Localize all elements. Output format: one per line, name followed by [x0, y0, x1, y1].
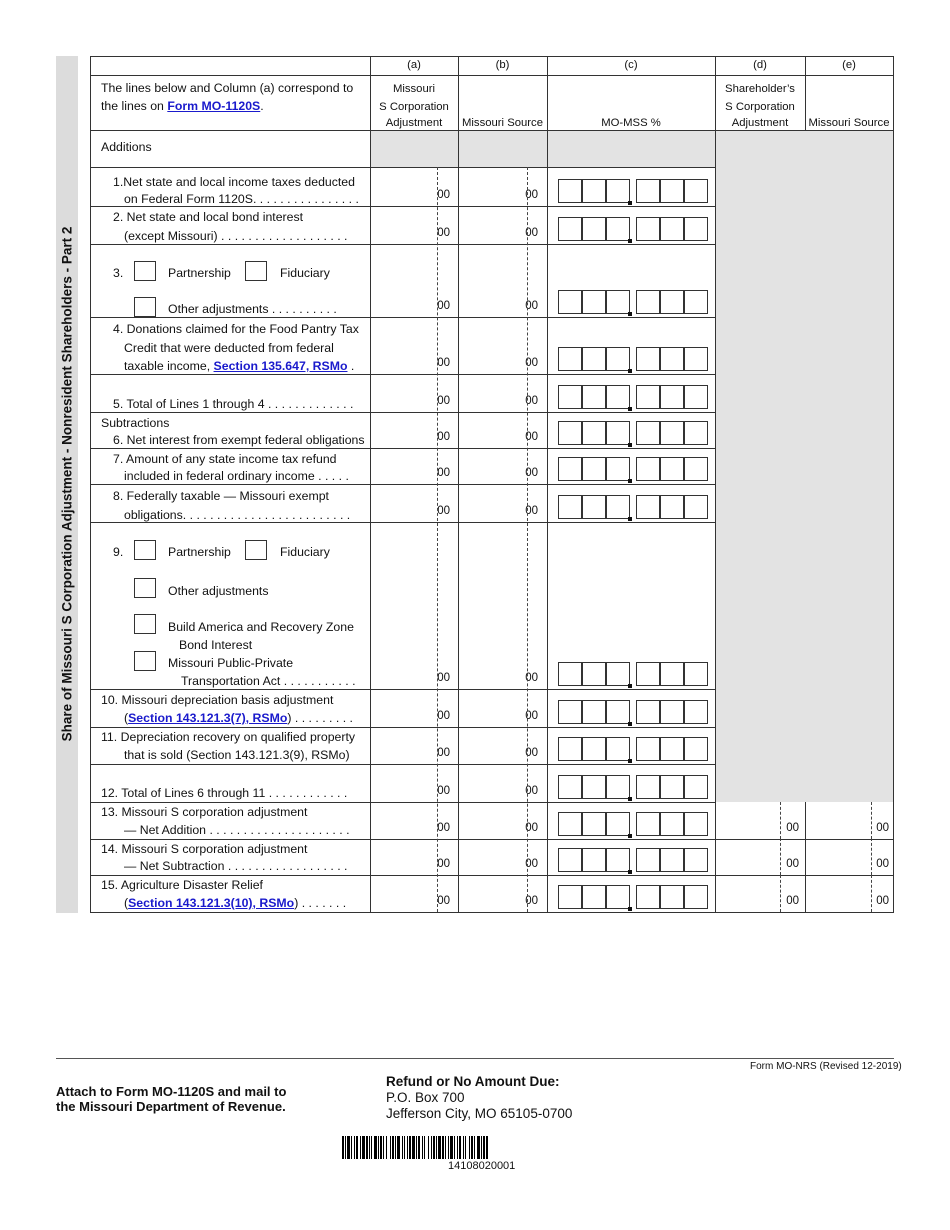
line-9-ppp-label: Missouri Public-Private [168, 656, 294, 670]
column-a-heading-1: Missouri [392, 83, 436, 95]
line-4-label-cont-2 [124, 359, 354, 374]
line-9-fiduciary-label: Fiduciary [280, 545, 330, 559]
line-4-bottom [90, 374, 716, 375]
form-mo-1120s-link[interactable]: Form MO-1120S [167, 99, 261, 113]
line-11-col-a-cents: 00 [437, 747, 450, 759]
decimal-point [628, 369, 632, 373]
header-bottom [90, 130, 894, 131]
line-3-col-b-cents: 00 [525, 300, 538, 312]
line-12-bottom [90, 802, 716, 803]
line-1-label: 1.Net state and local income taxes deducted [113, 175, 355, 189]
line-9-mo-mss-digit[interactable] [582, 662, 606, 686]
line-13-mo-mss-digit[interactable] [660, 812, 684, 836]
line-13-mo-mss-digit[interactable] [606, 812, 630, 836]
line-3-mo-mss-digit[interactable] [558, 290, 582, 314]
decimal-point [628, 517, 632, 521]
column-e-letter: (e) [842, 59, 856, 71]
line-7-col-a-cents: 00 [437, 467, 450, 479]
line-13-mo-mss-digit[interactable] [684, 812, 708, 836]
line-14-col-d-cents: 00 [786, 858, 799, 870]
additions-divider [370, 167, 715, 168]
cents-separator [527, 167, 528, 912]
line-3-other-label: Other adjustments . . . . . . . . . . [168, 302, 337, 316]
decimal-point [628, 239, 632, 243]
line-15-col-d-cents: 00 [786, 895, 799, 907]
line-7-mo-mss-digit[interactable] [684, 457, 708, 481]
column-d-heading-1: Shareholder’s [725, 83, 795, 95]
line-9-other-checkbox[interactable] [134, 578, 156, 598]
line-8-mo-mss-digit[interactable] [636, 495, 660, 519]
line-3-mo-mss-digit[interactable] [582, 290, 606, 314]
line-12-mo-mss-digit[interactable] [636, 775, 660, 799]
line-11-mo-mss-digit[interactable] [558, 737, 582, 761]
line-2-label: 2. Net state and local bond interest [113, 210, 304, 224]
line-4-label: 4. Donations claimed for the Food Pantry Tax [113, 322, 359, 336]
line-12-col-b-cents: 00 [525, 785, 538, 797]
form-id: Form MO-NRS (Revised 12-2019) [750, 1061, 902, 1072]
line-8-label-cont: obligations. . . . . . . . . . . . . . . . . . . . . . . . . [124, 508, 351, 522]
line-4-label-cont: Credit that were deducted from federal [124, 341, 334, 355]
column-b-letter: (b) [495, 59, 510, 71]
line-15-col-e-cents: 00 [876, 895, 889, 907]
line-7-label-cont: included in federal ordinary income . . . . . [124, 469, 349, 483]
line-1-label-cont: on Federal Form 1120S. . . . . . . . . . . . . . . . [124, 192, 359, 206]
line-9-build-america-checkbox[interactable] [134, 614, 156, 634]
barcode [342, 1136, 630, 1159]
line-2-col-b-cents: 00 [525, 227, 538, 239]
column-b-left [458, 56, 459, 913]
line-6-mo-mss-digit[interactable] [684, 421, 708, 445]
line-2-mo-mss-digit[interactable] [582, 217, 606, 241]
line-13-mo-mss-digit[interactable] [558, 812, 582, 836]
column-a-heading-3: Adjustment [385, 117, 443, 129]
line-11-label: 11. Depreciation recovery on qualified property [101, 730, 356, 744]
line-9-partnership-label: Partnership [168, 545, 231, 559]
line-6-bottom [90, 448, 716, 449]
line-3-partnership-label: Partnership [168, 266, 231, 280]
line-14-mo-mss-digit[interactable] [636, 848, 660, 872]
intro-line-1: The lines below and Column (a) correspond to [101, 81, 354, 95]
line-7-label: 7. Amount of any state income tax refund [113, 452, 337, 466]
column-e-heading: Missouri Source [808, 117, 890, 129]
column-a-left [370, 56, 371, 913]
decimal-point [628, 722, 632, 726]
line-10-suffix: ) . . . . . . . . . [287, 711, 353, 725]
line-1-mo-mss-digit[interactable] [558, 179, 582, 203]
line-7-mo-mss-digit[interactable] [558, 457, 582, 481]
line-15-col-a-cents: 00 [437, 895, 450, 907]
line-15-suffix: ) . . . . . . . [294, 896, 347, 910]
line-4-mo-mss-digit[interactable] [684, 347, 708, 371]
line-4-mo-mss-digit[interactable] [606, 347, 630, 371]
line-7-bottom [90, 484, 716, 485]
line-6-mo-mss-digit[interactable] [660, 421, 684, 445]
line-7-mo-mss-digit[interactable] [636, 457, 660, 481]
columns-de-shade [716, 131, 893, 802]
line-15-label: 15. Agriculture Disaster Relief [101, 878, 263, 892]
line-9-build-america-label: Build America and Recovery Zone [168, 620, 354, 634]
line-5-mo-mss-digit[interactable] [636, 385, 660, 409]
column-c-heading: MO-MSS % [601, 117, 661, 129]
line-12-mo-mss-digit[interactable] [660, 775, 684, 799]
attach-line-2: the Missouri Department of Revenue. [56, 1099, 286, 1114]
attach-line-1: Attach to Form MO-1120S and mail to [56, 1084, 287, 1099]
additions-divider [90, 167, 370, 168]
line-2-mo-mss-digit[interactable] [660, 217, 684, 241]
column-d-heading-3: Adjustment [731, 117, 789, 129]
intro-suffix: . [260, 99, 264, 113]
line-2-label-cont: (except Missouri) . . . . . . . . . . . . . . . . . . . [124, 229, 348, 243]
line-9-build-america-label-cont: Bond Interest [179, 638, 253, 652]
line-6-mo-mss-digit[interactable] [636, 421, 660, 445]
line-9-mo-mss-digit[interactable] [636, 662, 660, 686]
line-5-bottom [90, 412, 716, 413]
line-3-number: 3. [113, 266, 124, 280]
line-3-mo-mss-digit[interactable] [684, 290, 708, 314]
column-c-left [547, 56, 548, 913]
line-1-col-a-cents: 00 [437, 189, 450, 201]
line-10-mo-mss-digit[interactable] [606, 700, 630, 724]
column-a-heading-2: S Corporation [379, 101, 449, 113]
line-10-mo-mss-digit[interactable] [684, 700, 708, 724]
line-9-mo-mss-digit[interactable] [684, 662, 708, 686]
line-9-ppp-label-cont: Transportation Act . . . . . . . . . . . [181, 674, 356, 688]
line-10-bottom [90, 727, 716, 728]
column-d-left [715, 56, 716, 913]
line-13-col-d-cents: 00 [786, 822, 799, 834]
line-1-mo-mss-digit[interactable] [636, 179, 660, 203]
column-b-heading: Missouri Source [462, 117, 543, 129]
line-14-mo-mss-digit[interactable] [582, 848, 606, 872]
decimal-point [628, 312, 632, 316]
cents-separator [780, 838, 781, 875]
table-top [90, 56, 894, 57]
column-c-letter: (c) [624, 59, 638, 71]
line-7-col-b-cents: 00 [525, 467, 538, 479]
line-10-col-a-cents: 00 [437, 710, 450, 722]
line-11-mo-mss-digit[interactable] [660, 737, 684, 761]
line-13-mo-mss-digit[interactable] [582, 812, 606, 836]
section-135-647-link[interactable]: Section 135.647, RSMo [213, 359, 348, 373]
line-15-mo-mss-digit[interactable] [558, 885, 582, 909]
line-14-bottom [90, 875, 894, 876]
barcode-number: 14108020001 [448, 1160, 516, 1172]
line-8-mo-mss-digit[interactable] [660, 495, 684, 519]
section-143-121-3-7-link[interactable]: Section 143.121.3(7), RSMo [128, 711, 288, 725]
line-7-mo-mss-digit[interactable] [660, 457, 684, 481]
line-9-col-a-cents: 00 [437, 672, 450, 684]
line-8-mo-mss-digit[interactable] [684, 495, 708, 519]
refund-title: Refund or No Amount Due: [386, 1074, 560, 1089]
line-13-label: 13. Missouri S corporation adjustment [101, 805, 308, 819]
line-5-mo-mss-digit[interactable] [558, 385, 582, 409]
line-15-mo-mss-digit[interactable] [660, 885, 684, 909]
line-6-mo-mss-digit[interactable] [558, 421, 582, 445]
line-4-prefix: taxable income, [124, 359, 214, 373]
line-13-label-cont: — Net Addition . . . . . . . . . . . . . . . . . . . . . [124, 823, 350, 837]
line-12-mo-mss-digit[interactable] [684, 775, 708, 799]
line-8-label: 8. Federally taxable — Missouri exempt [113, 489, 329, 503]
line-14-label-cont: — Net Subtraction . . . . . . . . . . . . . . . . . . [124, 859, 348, 873]
side-title: Share of Missouri S Corporation Adjustment - Nonresident Shareholders - Part 2 [59, 226, 75, 742]
line-10-col-b-cents: 00 [525, 710, 538, 722]
line-11-mo-mss-digit[interactable] [606, 737, 630, 761]
line-1-mo-mss-digit[interactable] [684, 179, 708, 203]
decimal-point [628, 407, 632, 411]
line-8-col-b-cents: 00 [525, 505, 538, 517]
column-d-heading-2: S Corporation [725, 101, 795, 113]
line-7-mo-mss-digit[interactable] [582, 457, 606, 481]
line-5-mo-mss-digit[interactable] [684, 385, 708, 409]
line-15-mo-mss-digit[interactable] [684, 885, 708, 909]
barcode-bar [488, 1136, 489, 1159]
line-5-mo-mss-digit[interactable] [582, 385, 606, 409]
line-6-col-a-cents: 00 [437, 431, 450, 443]
line-14-col-a-cents: 00 [437, 858, 450, 870]
footer-rule [56, 1058, 894, 1059]
line-4-col-a-cents: 00 [437, 357, 450, 369]
decimal-point [628, 870, 632, 874]
line-3-mo-mss-digit[interactable] [636, 290, 660, 314]
line-9-bottom [90, 689, 716, 690]
line-11-col-b-cents: 00 [525, 747, 538, 759]
line-3-mo-mss-digit[interactable] [606, 290, 630, 314]
line-14-col-b-cents: 00 [525, 858, 538, 870]
line-12-col-a-cents: 00 [437, 785, 450, 797]
line-13-mo-mss-digit[interactable] [636, 812, 660, 836]
decimal-point [628, 907, 632, 911]
column-e-left [805, 802, 806, 913]
line-9-mo-mss-digit[interactable] [558, 662, 582, 686]
line-9-fiduciary-checkbox[interactable] [245, 540, 267, 560]
line-4-mo-mss-digit[interactable] [636, 347, 660, 371]
section-143-121-3-10-link[interactable]: Section 143.121.3(10), RSMo [128, 896, 295, 910]
line-10-label: 10. Missouri depreciation basis adjustment [101, 693, 334, 707]
line-14-col-e-cents: 00 [876, 858, 889, 870]
line-3-fiduciary-label: Fiduciary [280, 266, 330, 280]
line-5-col-b-cents: 00 [525, 395, 538, 407]
table-left [90, 56, 91, 913]
line-3-partnership-checkbox[interactable] [134, 261, 156, 281]
line-14-mo-mss-digit[interactable] [558, 848, 582, 872]
line-7-mo-mss-digit[interactable] [606, 457, 630, 481]
line-10-label-cont [124, 711, 353, 726]
line-12-mo-mss-digit[interactable] [582, 775, 606, 799]
line-2-mo-mss-digit[interactable] [636, 217, 660, 241]
decimal-point [628, 201, 632, 205]
line-11-mo-mss-digit[interactable] [582, 737, 606, 761]
line-2-mo-mss-digit[interactable] [684, 217, 708, 241]
line-13-col-a-cents: 00 [437, 822, 450, 834]
line-4-mo-mss-digit[interactable] [558, 347, 582, 371]
line-3-fiduciary-checkbox[interactable] [245, 261, 267, 281]
line-9-mo-mss-digit[interactable] [606, 662, 630, 686]
line-15-mo-mss-digit[interactable] [582, 885, 606, 909]
line-1-mo-mss-digit[interactable] [660, 179, 684, 203]
line-2-col-a-cents: 00 [437, 227, 450, 239]
line-4-col-b-cents: 00 [525, 357, 538, 369]
decimal-point [628, 797, 632, 801]
line-9-other-label: Other adjustments [168, 584, 269, 598]
line-1-mo-mss-digit[interactable] [582, 179, 606, 203]
open-paren: ( [124, 711, 129, 725]
attach-instructions [56, 1084, 286, 1114]
line-8-mo-mss-digit[interactable] [606, 495, 630, 519]
line-15-mo-mss-digit[interactable] [606, 885, 630, 909]
additions-heading: Additions [101, 140, 152, 154]
cents-separator [780, 875, 781, 912]
line-13-bottom [90, 839, 894, 840]
line-9-partnership-checkbox[interactable] [134, 540, 156, 560]
city-line: Jefferson City, MO 65105-0700 [386, 1106, 573, 1121]
line-3-mo-mss-digit[interactable] [660, 290, 684, 314]
subtractions-heading: Subtractions [101, 416, 170, 430]
additions-shade [371, 131, 715, 167]
line-14-label: 14. Missouri S corporation adjustment [101, 842, 308, 856]
line-11-mo-mss-digit[interactable] [636, 737, 660, 761]
line-10-mo-mss-digit[interactable] [660, 700, 684, 724]
cents-separator [871, 802, 872, 839]
open-paren: ( [124, 896, 129, 910]
line-10-mo-mss-digit[interactable] [582, 700, 606, 724]
decimal-point [628, 684, 632, 688]
line-13-col-b-cents: 00 [525, 822, 538, 834]
line-8-mo-mss-digit[interactable] [582, 495, 606, 519]
line-1-mo-mss-digit[interactable] [606, 179, 630, 203]
po-box: P.O. Box 700 [386, 1090, 465, 1105]
line-11-bottom [90, 764, 716, 765]
line-14-mo-mss-digit[interactable] [684, 848, 708, 872]
line-6-mo-mss-digit[interactable] [606, 421, 630, 445]
line-14-mo-mss-digit[interactable] [660, 848, 684, 872]
line-4-suffix: . [347, 359, 355, 373]
line-3-other-checkbox[interactable] [134, 297, 156, 317]
line-6-mo-mss-digit[interactable] [582, 421, 606, 445]
line-5-mo-mss-digit[interactable] [606, 385, 630, 409]
line-14-mo-mss-digit[interactable] [606, 848, 630, 872]
decimal-point [628, 443, 632, 447]
line-9-ppp-checkbox[interactable] [134, 651, 156, 671]
line-8-col-a-cents: 00 [437, 505, 450, 517]
line-10-mo-mss-digit[interactable] [558, 700, 582, 724]
column-d-letter: (d) [753, 59, 767, 71]
line-2-mo-mss-digit[interactable] [558, 217, 582, 241]
cents-separator [871, 875, 872, 912]
line-5-mo-mss-digit[interactable] [660, 385, 684, 409]
line-15-bottom [90, 912, 894, 913]
line-9-mo-mss-digit[interactable] [660, 662, 684, 686]
line-11-mo-mss-digit[interactable] [684, 737, 708, 761]
cents-separator [780, 802, 781, 839]
line-12-mo-mss-digit[interactable] [606, 775, 630, 799]
line-15-col-b-cents: 00 [525, 895, 538, 907]
cents-separator [871, 838, 872, 875]
column-e-left [805, 56, 806, 131]
line-3-col-a-cents: 00 [437, 300, 450, 312]
line-15-label-cont [124, 896, 346, 911]
decimal-point [628, 479, 632, 483]
line-12-label: 12. Total of Lines 6 through 11 . . . . . . . . . . . . [101, 786, 348, 800]
column-a-letter: (a) [407, 59, 421, 71]
line-6-label: 6. Net interest from exempt federal obligations [113, 433, 365, 447]
line-4-mo-mss-digit[interactable] [660, 347, 684, 371]
line-15-mo-mss-digit[interactable] [636, 885, 660, 909]
line-11-label-cont: that is sold (Section 143.121.3(9), RSMo) [124, 748, 350, 762]
line-10-mo-mss-digit[interactable] [636, 700, 660, 724]
line-12-mo-mss-digit[interactable] [558, 775, 582, 799]
line-13-col-e-cents: 00 [876, 822, 889, 834]
intro-line-2 [101, 99, 264, 114]
decimal-point [628, 834, 632, 838]
line-4-mo-mss-digit[interactable] [582, 347, 606, 371]
line-5-col-a-cents: 00 [437, 395, 450, 407]
line-9-number: 9. [113, 545, 124, 559]
line-2-mo-mss-digit[interactable] [606, 217, 630, 241]
line-8-mo-mss-digit[interactable] [558, 495, 582, 519]
mailing-address [386, 1074, 572, 1122]
line-1-col-b-cents: 00 [525, 189, 538, 201]
cents-separator [437, 167, 438, 912]
intro-prefix: the lines on [101, 99, 168, 113]
line-6-col-b-cents: 00 [525, 431, 538, 443]
line-2-bottom [90, 244, 716, 245]
line-5-label: 5. Total of Lines 1 through 4 . . . . . . . . . . . . . [113, 397, 354, 411]
line-3-bottom [90, 317, 716, 318]
letter-row-divider [90, 75, 894, 76]
table-right [893, 56, 894, 913]
line-9-col-b-cents: 00 [525, 672, 538, 684]
decimal-point [628, 759, 632, 763]
